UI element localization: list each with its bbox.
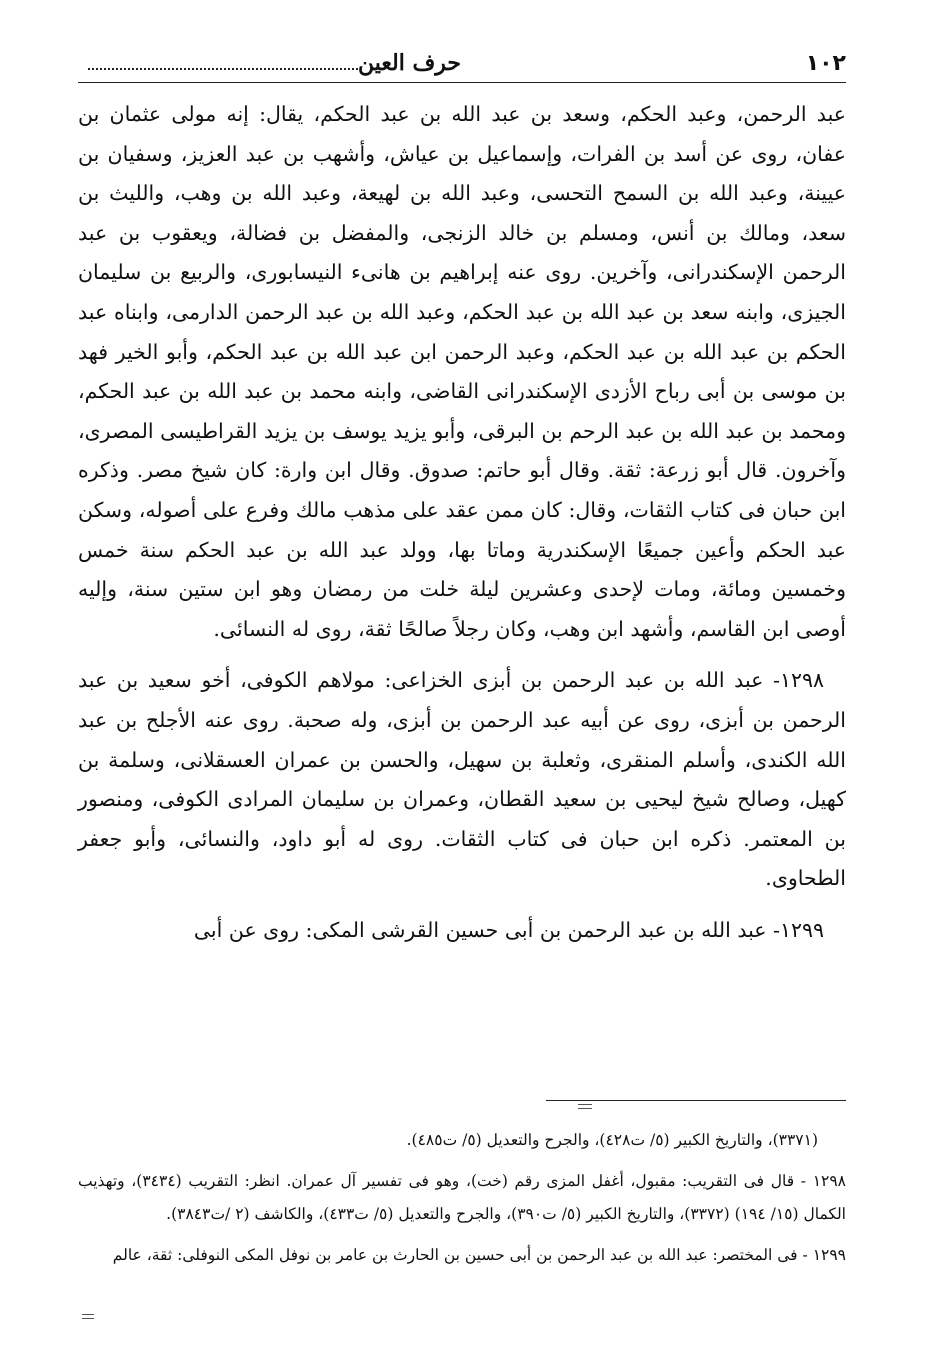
document-page — [78, 36, 846, 1336]
entry-1299: ١٢٩٩- عبد الله بن عبد الرحمن بن أبى حسين القرشى المكى: روى عن أبى — [193, 917, 824, 942]
title-leader-dots — [88, 68, 358, 70]
entry-1298: ١٢٩٨- عبد الله بن عبد الرحمن بن أبزى الخزاعى: مولاهم الكوفى، أخو سعيد بن عبد الرحمن بن أبزى، روى عن أبيه عبد الرحمن بن أبزى، وله صحبة. روى عنه الأجلح بن عبد الله الكندى، وأسلم المنقرى، وثعلبة بن سهيل، والحسن بن عمران العسقلانى، وسلمة بن كهيل، وصالح شيخ ليحيى بن سعيد القطان، وعمران بن سليمان المرادى الكوفى، ومنصور بن المعتمر. ذكره ابن حبان فى كتاب الثقات. روى له أبو داود، والنسائى، وأبو جعفر الطحاوى. — [78, 668, 846, 891]
footnote-1297-continuation: (٣٣٧١)، والتاريخ الكبير (٥/ ت٤٢٨)، والجرح والتعديل (٥/ ت٤٨٥). — [406, 1131, 818, 1149]
page-number: ١٠٢ — [805, 51, 846, 76]
main-text — [78, 95, 846, 950]
chapter-title: حرف العين — [358, 50, 462, 76]
page-header — [78, 36, 846, 83]
footnote-separator — [546, 1100, 846, 1101]
footnote-1298: ١٢٩٨ - قال فى التقريب: مقبول، أغفل المزى رقم (خت)، وهو فى تفسير آل عمران. انظر: التقريب (٣٤٣٤)، وتهذيب الكمال (١٥/ ١٩٤) (٣٣٧٢)، والتاريخ الكبير (٥/ ت٣٩٠)، والجرح والتعديل (٥/ ت٤٣٣)، والكاشف (٢ /ت٣٨٤٣). — [78, 1172, 846, 1223]
separator-mark — [578, 1104, 592, 1109]
chapter-title-group — [78, 50, 461, 76]
footnotes — [78, 1124, 846, 1280]
footnote-1299: ١٢٩٩ - فى المختصر: عبد الله بن عبد الرحمن بن أبى حسين بن الحارث بن عامر بن نوفل المكى النوفلى: ثقة، عالم — [112, 1246, 846, 1264]
continuation-mark — [82, 1314, 94, 1319]
paragraph-continuation: عبد الرحمن، وعبد الحكم، وسعد بن عبد الله بن عبد الحكم، يقال: إنه مولى عثمان بن عفان، روى عن أسد بن الفرات، وإسماعيل بن عياش، وأشهب بن عبد العزيز، وسفيان بن عيينة، وعبد الله بن السمح التحسى، وعبد الله بن لهيعة، وعبد الله بن وهب، والليث بن سعد، ومالك بن أنس، ومسلم بن خالد الزنجى، والمفضل بن فضالة، ويعقوب بن عبد الرحمن الإسكندرانى، وآخرين. روى عنه إبراهيم بن هانىء النيسابورى، والربيع بن سليمان الجيزى، وابنه سعد بن عبد الله بن عبد الحكم، وعبد الله بن عبد الرحمن الدارمى، وابناه عبد الحكم بن عبد الله بن عبد الحكم، وعبد الرحمن ابن عبد الله بن عبد الحكم، وأبو الخير فهد بن موسى بن أبى رباح الأزدى الإسكندرانى القاضى، وابنه محمد بن عبد الله بن عبد الحكم، ومحمد بن عبد الله بن عبد الرحم بن البرقى، وأبو يزيد يوسف بن يزيد القراطيسى المصرى، وآخرون. قال أبو زرعة: ثقة. وقال أبو حاتم: صدوق. وقال ابن وارة: كان شيخ مصر. وذكره ابن حبان فى كتاب الثقات، وقال: كان ممن عقد على مذهب مالك وفرع على أصوله، وسكن عبد الحكم وأعين جميعًا الإسكندرية وماتا بها، وولد عبد الله بن عبد الحكم سنة خمس وخمسين ومائة، ومات لإحدى وعشرين ليلة خلت من رمضان وهو ابن ستين سنة، وإليه أوصى ابن القاسم، وأشهد ابن وهب، وكان رجلاً صالحًا ثقة، روى له النسائى. — [78, 102, 846, 641]
